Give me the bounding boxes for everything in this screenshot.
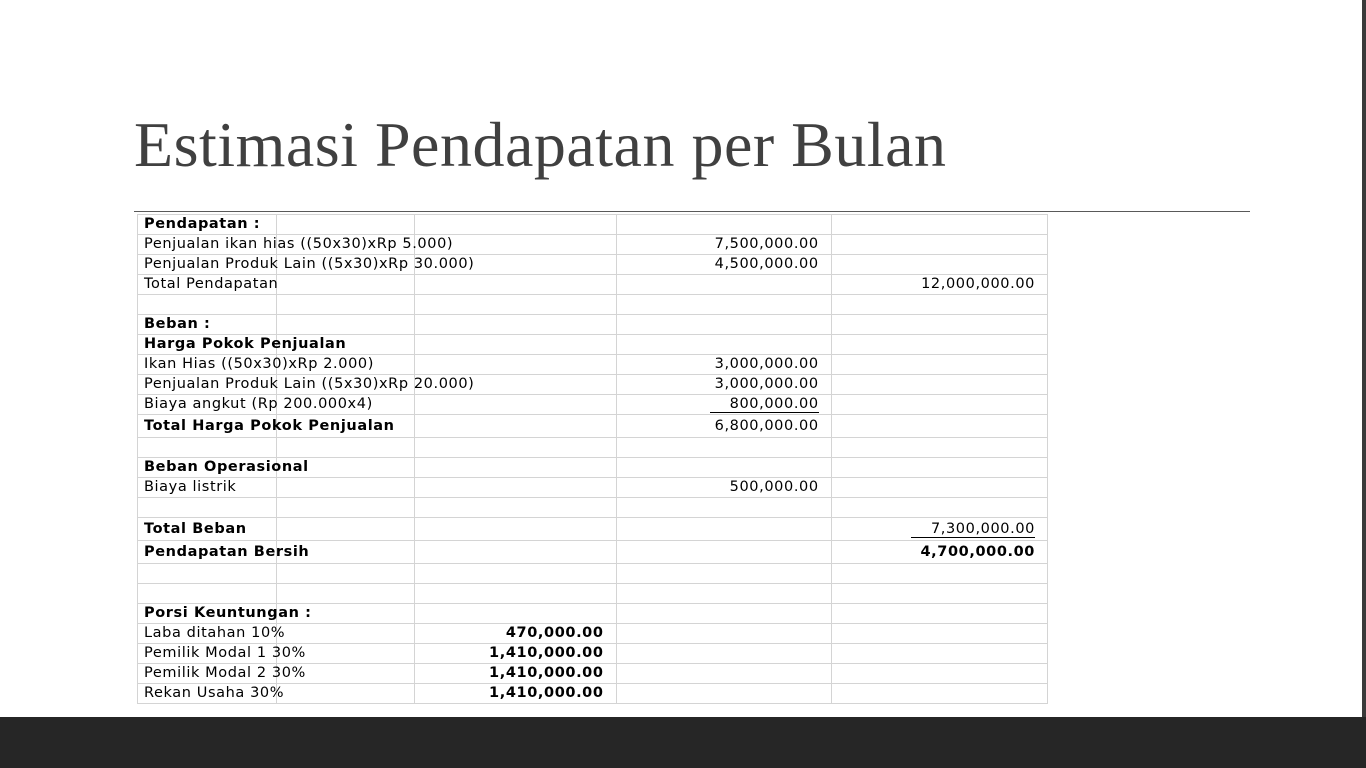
table-row bbox=[138, 215, 1048, 235]
empty-cell bbox=[277, 564, 415, 584]
detail-amount bbox=[616, 315, 831, 335]
profit-share-amount bbox=[415, 215, 616, 235]
row-label: Porsi Keuntungan : bbox=[138, 604, 277, 624]
profit-share-amount bbox=[415, 498, 616, 518]
table-row bbox=[138, 564, 1048, 584]
table-row bbox=[138, 438, 1048, 458]
table-row bbox=[138, 355, 1048, 375]
row-label: Biaya listrik bbox=[138, 478, 277, 498]
row-label bbox=[138, 564, 277, 584]
table-row bbox=[138, 275, 1048, 295]
table-row bbox=[138, 415, 1048, 438]
row-label: Beban Operasional bbox=[138, 458, 277, 478]
table-row bbox=[138, 684, 1048, 704]
slide-title: Estimasi Pendapatan per Bulan bbox=[134, 109, 947, 180]
detail-amount bbox=[616, 564, 831, 584]
detail-amount bbox=[616, 624, 831, 644]
row-label: Pendapatan : bbox=[138, 215, 277, 235]
total-amount bbox=[831, 604, 1047, 624]
table-row bbox=[138, 624, 1048, 644]
total-amount bbox=[831, 415, 1047, 438]
total-amount bbox=[831, 438, 1047, 458]
table-row bbox=[138, 315, 1048, 335]
empty-cell bbox=[277, 295, 415, 315]
profit-share-amount bbox=[415, 518, 616, 541]
table-row bbox=[138, 478, 1048, 498]
empty-cell bbox=[277, 684, 415, 704]
row-label bbox=[138, 584, 277, 604]
detail-amount bbox=[616, 438, 831, 458]
profit-share-amount bbox=[415, 564, 616, 584]
detail-amount bbox=[616, 395, 831, 415]
total-amount bbox=[831, 255, 1047, 275]
table-row bbox=[138, 664, 1048, 684]
row-label bbox=[138, 438, 277, 458]
underlined-amount: 7,300,000.00 bbox=[911, 521, 1035, 538]
empty-cell bbox=[277, 518, 415, 541]
detail-amount bbox=[616, 518, 831, 541]
total-amount bbox=[831, 584, 1047, 604]
row-label: Rekan Usaha 30% bbox=[138, 684, 277, 704]
profit-share-amount bbox=[415, 355, 616, 375]
profit-share-amount bbox=[415, 335, 616, 355]
total-amount bbox=[831, 644, 1047, 664]
total-amount bbox=[831, 664, 1047, 684]
detail-amount bbox=[616, 541, 831, 564]
row-label: Penjualan ikan hias ((50x30)xRp 5.000) bbox=[138, 235, 277, 255]
profit-share-amount bbox=[415, 541, 616, 564]
table-row bbox=[138, 395, 1048, 415]
total-amount bbox=[831, 335, 1047, 355]
table-body bbox=[138, 215, 1048, 704]
total-amount: 12,000,000.00 bbox=[831, 275, 1047, 295]
row-label: Ikan Hias ((50x30)xRp 2.000) bbox=[138, 355, 277, 375]
total-amount bbox=[831, 295, 1047, 315]
profit-share-amount: 1,410,000.00 bbox=[415, 684, 616, 704]
detail-amount bbox=[616, 498, 831, 518]
total-amount bbox=[831, 518, 1047, 541]
row-label: Laba ditahan 10% bbox=[138, 624, 277, 644]
table-row bbox=[138, 458, 1048, 478]
table-row bbox=[138, 498, 1048, 518]
profit-share-amount bbox=[415, 584, 616, 604]
table-row bbox=[138, 235, 1048, 255]
detail-amount: 500,000.00 bbox=[616, 478, 831, 498]
profit-share-amount bbox=[415, 295, 616, 315]
row-label: Total Pendapatan bbox=[138, 275, 277, 295]
empty-cell bbox=[277, 624, 415, 644]
income-estimate-spreadsheet bbox=[137, 214, 1048, 717]
row-label: Total Harga Pokok Penjualan bbox=[138, 415, 277, 438]
row-label: Beban : bbox=[138, 315, 277, 335]
detail-amount bbox=[616, 664, 831, 684]
detail-amount: 7,500,000.00 bbox=[616, 235, 831, 255]
row-label: Pendapatan Bersih bbox=[138, 541, 277, 564]
profit-share-amount bbox=[415, 395, 616, 415]
detail-amount bbox=[616, 335, 831, 355]
title-divider bbox=[134, 211, 1250, 212]
detail-amount: 6,800,000.00 bbox=[616, 415, 831, 438]
profit-share-amount bbox=[415, 275, 616, 295]
total-amount bbox=[831, 375, 1047, 395]
empty-cell bbox=[277, 215, 415, 235]
row-label: Penjualan Produk Lain ((5x30)xRp 30.000) bbox=[138, 255, 277, 275]
table-row bbox=[138, 584, 1048, 604]
detail-amount bbox=[616, 458, 831, 478]
income-estimate-table bbox=[137, 214, 1048, 704]
profit-share-amount bbox=[415, 604, 616, 624]
detail-amount bbox=[616, 215, 831, 235]
detail-amount bbox=[616, 684, 831, 704]
profit-share-amount bbox=[415, 438, 616, 458]
empty-cell bbox=[277, 498, 415, 518]
total-amount bbox=[831, 684, 1047, 704]
table-row bbox=[138, 541, 1048, 564]
window-edge bbox=[1362, 0, 1366, 717]
total-amount bbox=[831, 395, 1047, 415]
row-label: Penjualan Produk Lain ((5x30)xRp 20.000) bbox=[138, 375, 277, 395]
bottom-bar bbox=[0, 717, 1366, 768]
table-row bbox=[138, 375, 1048, 395]
detail-amount bbox=[616, 604, 831, 624]
profit-share-amount: 1,410,000.00 bbox=[415, 664, 616, 684]
row-label: Pemilik Modal 2 30% bbox=[138, 664, 277, 684]
row-label bbox=[138, 498, 277, 518]
detail-amount bbox=[616, 295, 831, 315]
detail-amount: 3,000,000.00 bbox=[616, 375, 831, 395]
table-row bbox=[138, 255, 1048, 275]
detail-amount bbox=[616, 275, 831, 295]
table-row bbox=[138, 518, 1048, 541]
total-amount bbox=[831, 478, 1047, 498]
empty-cell bbox=[277, 438, 415, 458]
profit-share-amount bbox=[415, 415, 616, 438]
table-row bbox=[138, 335, 1048, 355]
row-label: Harga Pokok Penjualan bbox=[138, 335, 277, 355]
table-row bbox=[138, 604, 1048, 624]
row-label: Biaya angkut (Rp 200.000x4) bbox=[138, 395, 277, 415]
total-amount bbox=[831, 355, 1047, 375]
detail-amount bbox=[616, 644, 831, 664]
row-label: Pemilik Modal 1 30% bbox=[138, 644, 277, 664]
total-amount bbox=[831, 624, 1047, 644]
profit-share-amount: 470,000.00 bbox=[415, 624, 616, 644]
total-amount bbox=[831, 315, 1047, 335]
underlined-amount: 800,000.00 bbox=[710, 396, 819, 413]
detail-amount: 4,500,000.00 bbox=[616, 255, 831, 275]
empty-cell bbox=[277, 584, 415, 604]
total-amount bbox=[831, 458, 1047, 478]
empty-cell bbox=[277, 478, 415, 498]
row-label: Total Beban bbox=[138, 518, 277, 541]
detail-amount bbox=[616, 584, 831, 604]
total-amount bbox=[831, 564, 1047, 584]
table-row bbox=[138, 295, 1048, 315]
table-row bbox=[138, 644, 1048, 664]
profit-share-amount bbox=[415, 458, 616, 478]
total-amount bbox=[831, 235, 1047, 255]
empty-cell bbox=[277, 315, 415, 335]
row-label bbox=[138, 295, 277, 315]
total-amount: 4,700,000.00 bbox=[831, 541, 1047, 564]
profit-share-amount: 1,410,000.00 bbox=[415, 644, 616, 664]
profit-share-amount bbox=[415, 315, 616, 335]
empty-cell bbox=[277, 275, 415, 295]
total-amount bbox=[831, 498, 1047, 518]
detail-amount: 3,000,000.00 bbox=[616, 355, 831, 375]
total-amount bbox=[831, 215, 1047, 235]
profit-share-amount bbox=[415, 478, 616, 498]
